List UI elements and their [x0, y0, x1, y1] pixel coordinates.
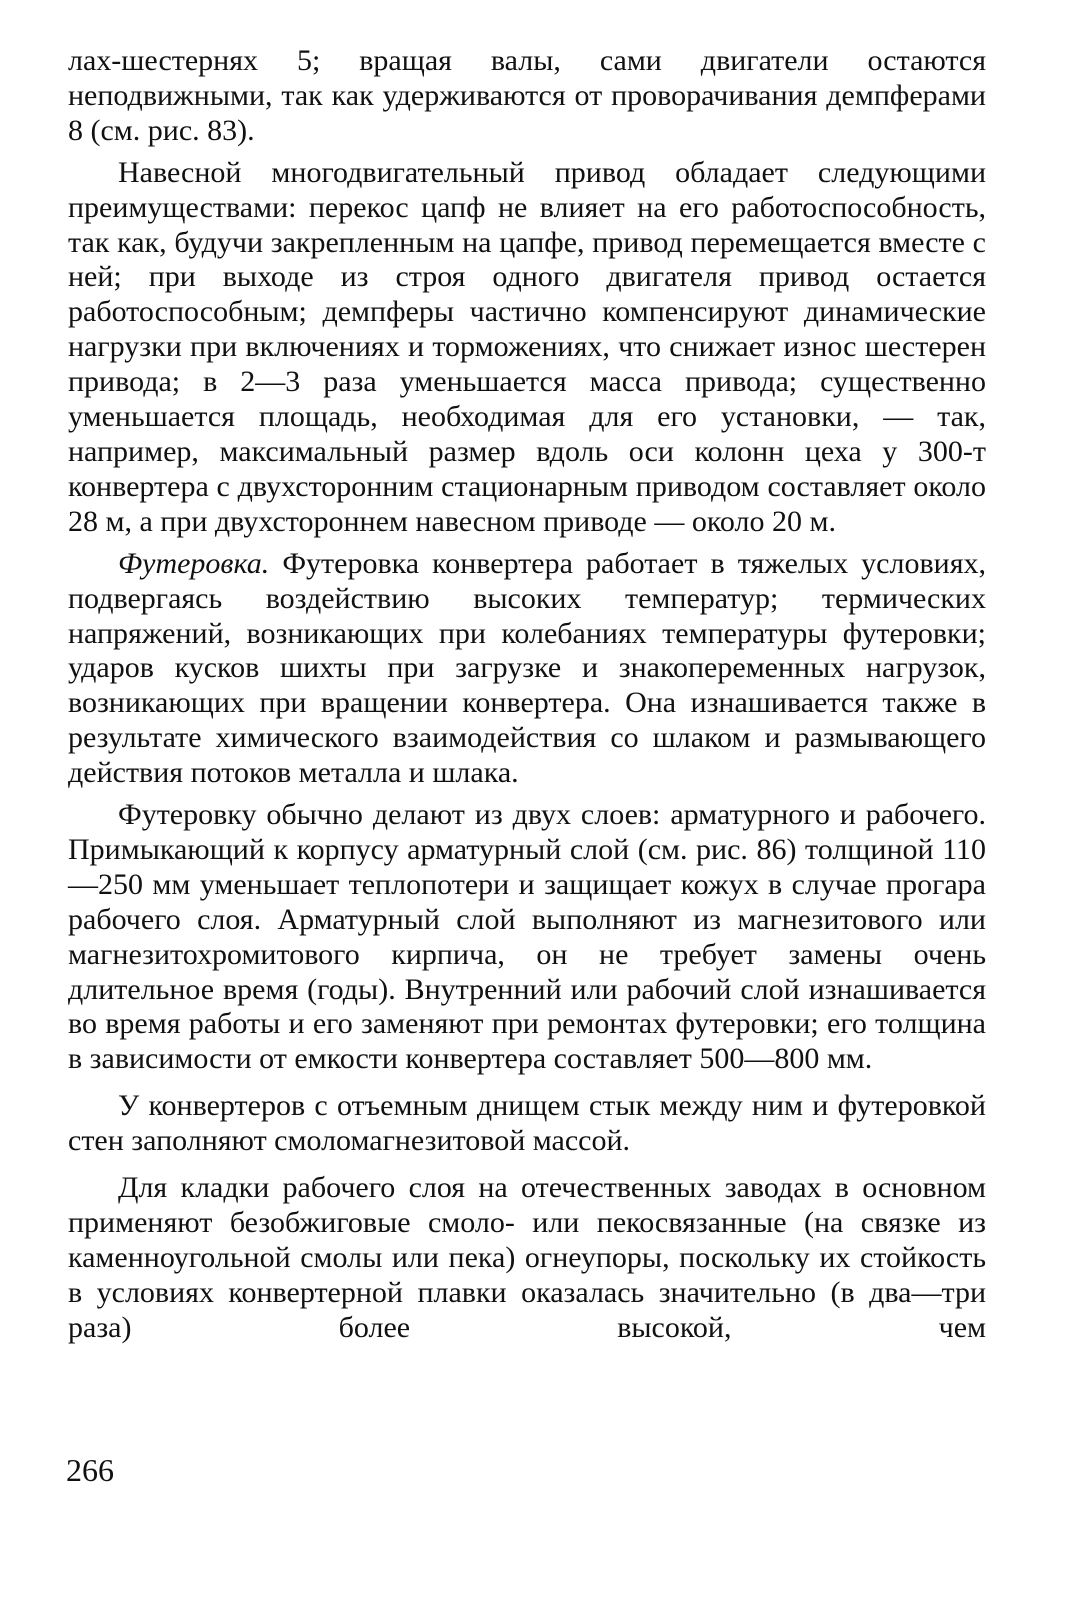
- paragraph-4-text: Футеровку обычно делают из двух слоев: арматурного и рабочего. Примыкающий к корпусу арматурный слой (см. рис. 86) толщиной 110—250 мм уменьшает теплопотери и защищает кожух в случае прогара рабочего слоя. Арматурный слой выполняют из магнезитового или магнезитохромитового кирпича, он не требует замены очень длительное время (годы). Внутренний или рабочий слой изнашивается во время работы и его заменяют при ремонтах футеровки; его толщина в зависимости от емкости конвертера составляет 500—800 мм.: [68, 798, 986, 1076]
- page-number: 266: [66, 1452, 114, 1488]
- paragraph-6: [68, 1171, 986, 1346]
- paragraph-5: [68, 1089, 986, 1159]
- paragraph-1-text: лах-шестернях 5; вращая валы, сами двигатели остаются неподвижными, так как удерживаются от проворачивания демпферами 8 (см. рис. 83).: [68, 44, 986, 147]
- paragraph-2: [68, 156, 986, 540]
- paragraph-5-text: У конвертеров с отъемным днищем стык между ним и футеровкой стен заполняют смоломагнезитовой массой.: [68, 1089, 986, 1158]
- paragraph-2-text: Навесной многодвигательный привод обладает следующими преимуществами: перекос цапф не влияет на его работоспособность, так как, будучи закрепленным на цапфе, привод перемещается вместе с ней; при выходе из строя одного двигателя привод остается работоспособным; демпферы частично компенсируют динамические нагрузки при включениях и торможениях, что снижает износ шестерен привода; в 2—3 раза уменьшается масса привода; существенно уменьшается площадь, необходимая для его установки, — так, например, максимальный размер вдоль оси колонн цеха у 300-т конвертера с двухсторонним стационарным приводом составляет около 28 м, а при двухстороннем навесном приводе — около 20 м.: [68, 155, 986, 538]
- paragraph-6-text: Для кладки рабочего слоя на отечественных заводах в основном применяют безобжиговые смоло- или пекосвязанные (на связке из каменноугольной смолы или пека) огнеупоры, поскольку их стойкость в условиях конвертерной плавки оказалась значительно (в два—три раза) более высокой, чем: [68, 1171, 986, 1344]
- section-heading-futerovka: Футеровка.: [118, 546, 270, 580]
- paragraph-3-text: Футеровка конвертера работает в тяжелых условиях, подвергаясь воздействию высоких температур; термических напряжений, возникающих при колебаниях температуры футеровки; ударов кусков шихты при загрузке и знакопеременных нагрузок, возникающих при вращении конвертера. Она изнашивается также в результате химического взаимодействия со шлаком и размывающего действия потоков металла и шлака.: [68, 546, 986, 790]
- paragraph-1: [68, 44, 986, 149]
- paragraph-4: [68, 798, 986, 1077]
- paragraph-3: [68, 547, 986, 791]
- document-page: [68, 44, 986, 1346]
